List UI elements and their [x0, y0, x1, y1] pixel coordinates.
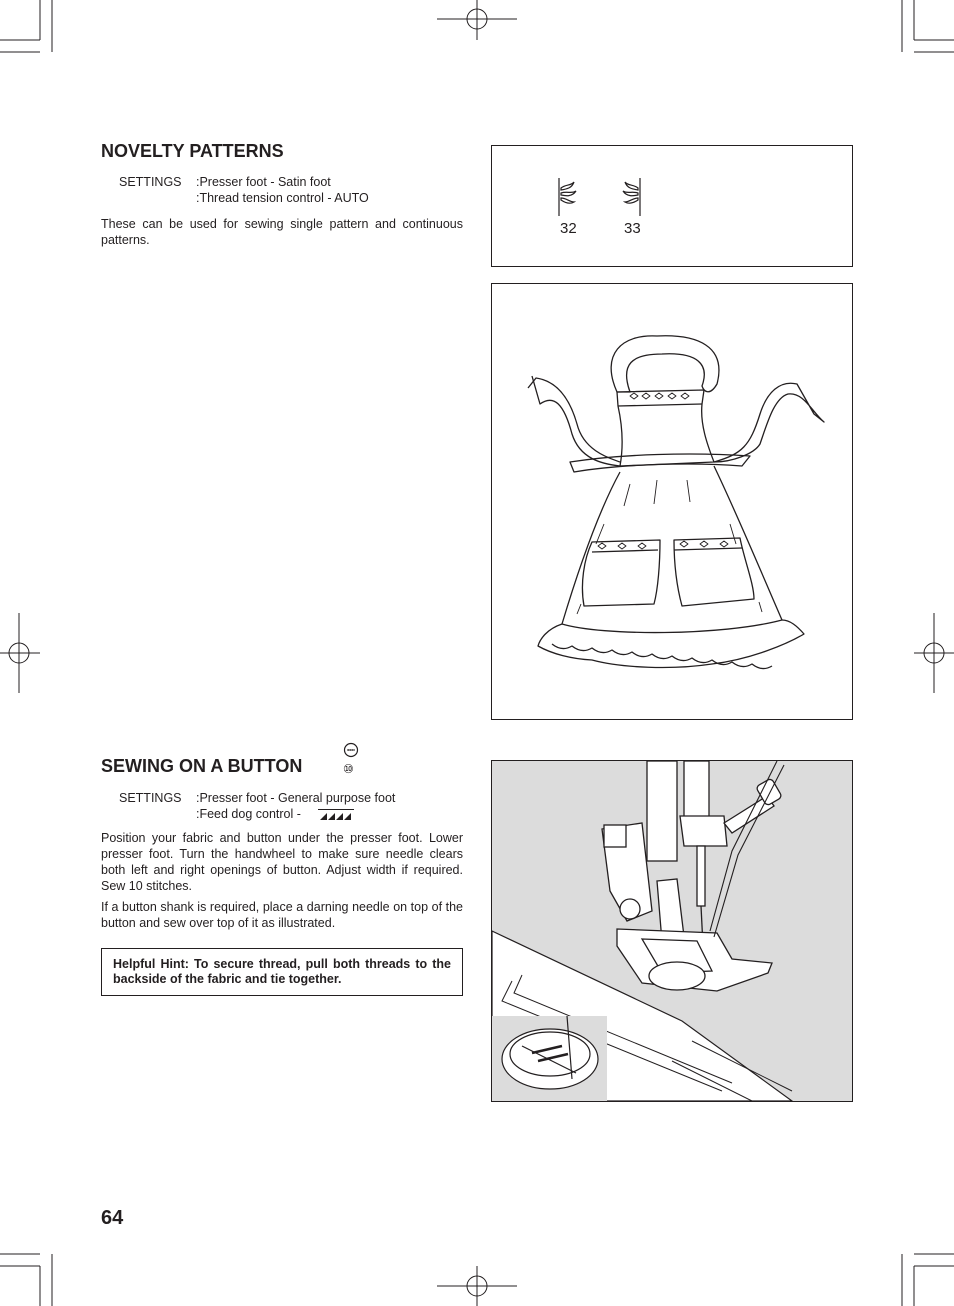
button-setting-feed-dog: :Feed dog control -	[196, 807, 301, 821]
button-shank-instructions: If a button shank is required, place a darning needle on top of the button and sew over top of it as illustrated.	[101, 900, 463, 930]
button-sewing-illustration	[492, 761, 852, 1101]
feed-dog-lowered-icon	[318, 808, 354, 821]
apron-illustration	[492, 284, 852, 719]
button-stitch-number: ⑩	[343, 762, 354, 776]
pattern-number-32: 32	[560, 220, 577, 237]
page-number: 64	[101, 1207, 124, 1229]
novelty-description: These can be used for sewing single pattern and continuous patterns.	[101, 217, 463, 247]
pattern-32-icon	[552, 176, 582, 218]
button-instructions: Position your fabric and button under the presser foot. Lower presser foot. Turn the handwheel to make sure needle clears both left and right openings of button. Adjust width if required. Sew 10 stitches.	[101, 831, 463, 893]
button-settings-label: SETTINGS	[119, 791, 182, 805]
button-stitch-icon	[343, 742, 359, 758]
pattern-33-icon	[618, 176, 648, 218]
helpful-hint-box: Helpful Hint: To secure thread, pull both threads to the backside of the fabric and tie together.	[101, 948, 463, 996]
button-sewing-illustration-box	[491, 760, 853, 1102]
novelty-settings-label: SETTINGS	[119, 175, 182, 189]
novelty-setting-presser-foot: :Presser foot - Satin foot	[196, 175, 331, 189]
button-setting-presser-foot: :Presser foot - General purpose foot	[196, 791, 396, 805]
apron-illustration-box	[491, 283, 853, 720]
button-section-title: SEWING ON A BUTTON	[101, 756, 303, 776]
novelty-title: NOVELTY PATTERNS	[101, 141, 284, 161]
pattern-box	[491, 145, 853, 267]
novelty-setting-thread-tension: :Thread tension control - AUTO	[196, 191, 369, 205]
pattern-number-33: 33	[624, 220, 641, 237]
